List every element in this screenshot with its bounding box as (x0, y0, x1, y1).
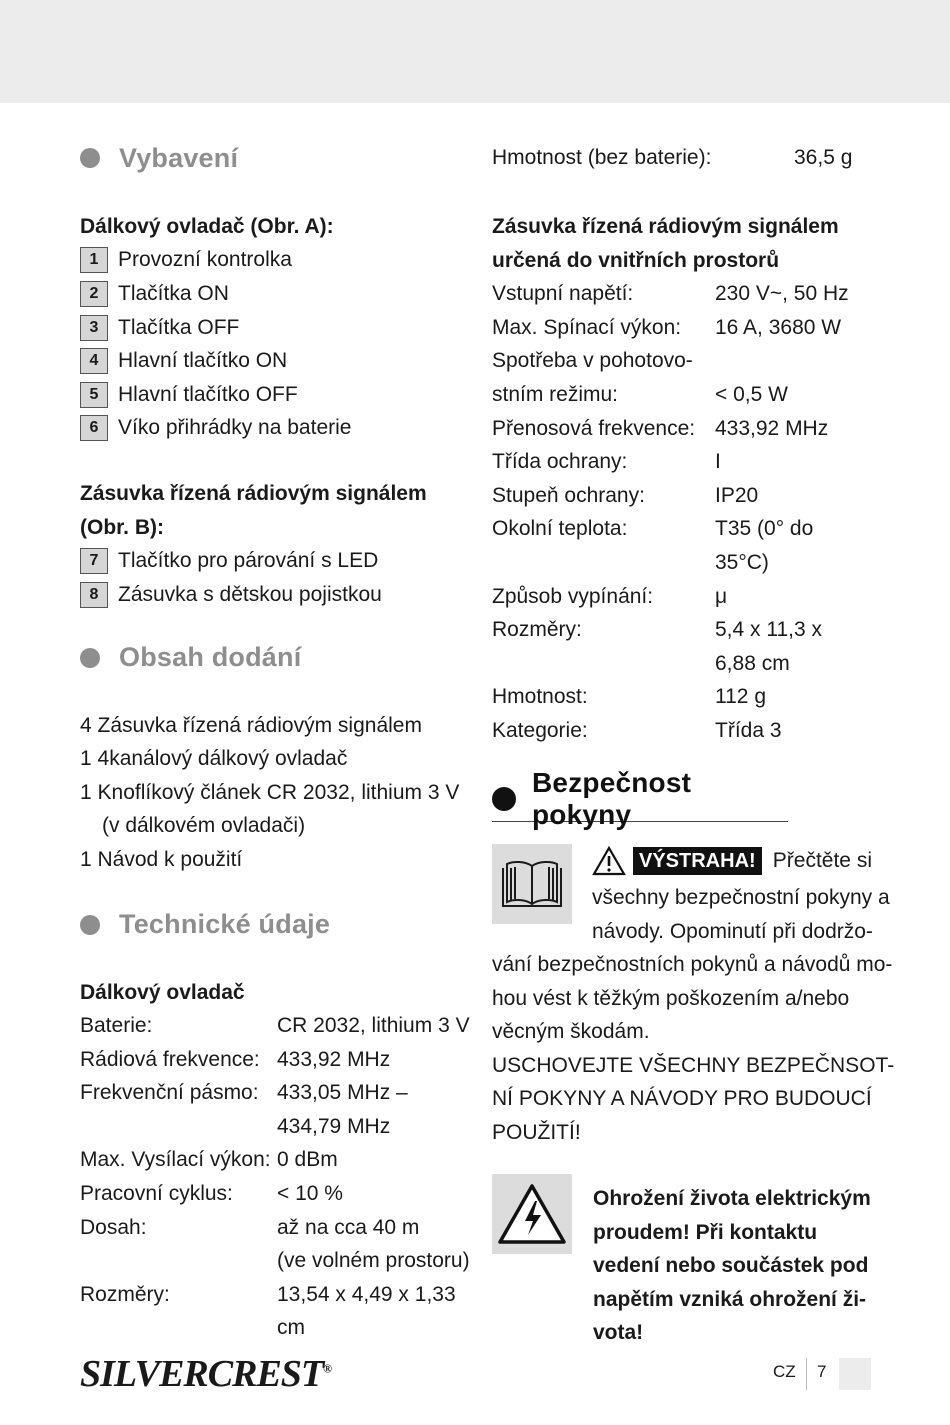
danger-text: vedení nebo součástek pod (593, 1254, 869, 1278)
spec-value: 13,54 x 4,49 x 1,33 (277, 1282, 456, 1306)
spec-row (492, 412, 872, 446)
part-number-badge: 3 (80, 315, 108, 341)
spec-key: Baterie: (80, 1014, 153, 1038)
part-label: Hlavní tlačítko OFF (118, 382, 298, 406)
page-number: 7 (817, 1362, 827, 1381)
spec-row (492, 546, 872, 580)
spec-key: Max. Spínací výkon: (492, 315, 682, 339)
socket-parts-list (80, 544, 465, 611)
danger-text: proudem! Při kontaktu (593, 1220, 818, 1244)
contents-line: (v dálkovém ovladači) (102, 814, 306, 838)
page-tab (839, 1358, 871, 1390)
warning-text: vání bezpečnostních pokynů a návodů mo- (492, 953, 893, 976)
keep-text: USCHOVEJTE VŠECHNY BEZPEČNSOT- (492, 1053, 895, 1077)
spec-row (80, 1143, 465, 1177)
spec-value: (ve volném prostoru) (277, 1249, 470, 1273)
spec-key: stním režimu: (492, 382, 619, 406)
spec-key (80, 1311, 277, 1345)
part-label: Víko přihrádky na baterie (118, 416, 352, 440)
bullet-icon (492, 787, 516, 811)
spec-key: Pracovní cyklus: (80, 1182, 233, 1206)
section-title: Vybavení (119, 142, 239, 173)
warning-text: Přečtěte si (772, 849, 872, 872)
parts-list-item (80, 277, 465, 311)
electric-shock-icon (492, 1174, 572, 1254)
parts-list-item (80, 578, 465, 612)
spec-key: Rozměry: (80, 1282, 170, 1306)
part-number-badge: 8 (80, 582, 108, 608)
spec-row (492, 680, 872, 714)
spec-row (80, 1076, 465, 1110)
spec-value: 5,4 x 11,3 x (715, 618, 823, 642)
spec-key (80, 1110, 277, 1144)
spec-value: 0 dBm (277, 1148, 338, 1172)
brand-logo: SILVERCREST® (80, 1353, 332, 1395)
spec-row (492, 613, 872, 647)
section-heading-equipment (80, 138, 465, 178)
spec-row (492, 714, 872, 748)
bullet-icon (80, 148, 100, 168)
spec-row (80, 1110, 465, 1144)
part-label: Tlačítka OFF (118, 315, 240, 339)
parts-list-item (80, 544, 465, 578)
spec-value: 36,5 g (794, 146, 853, 169)
parts-list-item (80, 378, 465, 412)
spec-row (492, 512, 872, 546)
danger-text: vota! (593, 1321, 644, 1345)
part-label: Provozní kontrolka (118, 248, 292, 272)
page-divider (806, 1358, 807, 1390)
spec-key: Kategorie: (492, 718, 588, 742)
warning-triangle-icon (592, 846, 626, 876)
spec-value: 35°C) (715, 550, 769, 574)
spec-key: Spotřeba v pohotovo- (492, 349, 693, 373)
socket-heading: Zásuvka řízená rádiovým signálem (80, 482, 427, 506)
tech-remote-heading: Dálkový ovladač (80, 980, 245, 1004)
parts-list-item (80, 244, 465, 278)
tech-socket-table (492, 277, 872, 747)
spec-row (80, 1211, 465, 1245)
warning-text: všechny bezpečnostní pokyny a (592, 886, 890, 909)
parts-list-item (80, 412, 465, 446)
spec-key (492, 647, 715, 681)
spec-value: 230 V~, 50 Hz (715, 282, 849, 306)
spec-row (492, 378, 872, 412)
spec-value: až na cca 40 m (277, 1215, 420, 1239)
spec-row (492, 445, 872, 479)
keep-text: NÍ POKYNY A NÁVODY PRO BUDOUCÍ (492, 1087, 872, 1111)
spec-key (492, 546, 715, 580)
left-column (80, 138, 470, 1345)
socket-heading-cont: (Obr. B): (80, 515, 164, 539)
brand-name: SILVERCREST (80, 1353, 324, 1395)
bullet-icon (80, 915, 100, 935)
part-number-badge: 5 (80, 382, 108, 408)
spec-key: Rozměry: (492, 618, 582, 642)
spec-key: Vstupní napětí: (492, 282, 634, 306)
contents-line: 1 4kanálový dálkový ovladač (80, 747, 348, 771)
tech-socket-heading: Zásuvka řízená rádiovým signálem (492, 215, 839, 238)
spec-key: Dosah: (80, 1215, 147, 1239)
part-number-badge: 4 (80, 348, 108, 374)
section-heading-tech (80, 905, 465, 945)
section-title: Technické údaje (119, 909, 331, 939)
spec-key: Hmotnost: (492, 685, 588, 709)
danger-text-block (593, 1182, 872, 1350)
warning-text-block-2 (492, 948, 895, 1150)
contents-line: 1 Návod k použití (80, 847, 243, 871)
spec-key: Frekvenční pásmo: (80, 1081, 259, 1105)
warning-text-block (592, 881, 890, 948)
contents-line: 1 Knoflíkový článek CR 2032, lithium 3 V (80, 780, 460, 804)
spec-value: I (715, 450, 721, 474)
spec-value: 433,05 MHz – (277, 1081, 408, 1105)
tech-socket-heading-cont: určená do vnitřních prostorů (492, 248, 780, 272)
warning-text: hou vést k těžkým poškozením a/nebo (492, 986, 850, 1010)
warning-text: věcným škodám. (492, 1020, 650, 1044)
spec-row (492, 479, 872, 513)
manual-book-icon (492, 844, 572, 924)
right-column (492, 138, 872, 830)
spec-value: Třída 3 (715, 718, 782, 742)
danger-text: Ohrožení života elektrickým (593, 1187, 871, 1210)
part-label: Zásuvka s dětskou pojistkou (118, 582, 382, 606)
parts-list-item (80, 344, 465, 378)
spec-key: Způsob vypínání: (492, 584, 654, 608)
warning-badge: VÝSTRAHA! (633, 847, 762, 875)
part-label: Hlavní tlačítko ON (118, 349, 288, 373)
top-band (0, 0, 950, 103)
spec-row (80, 1043, 465, 1077)
spec-value: < 10 % (277, 1182, 343, 1206)
part-number-badge: 2 (80, 281, 108, 307)
spec-value: 433,92 MHz (277, 1047, 391, 1071)
spec-value: CR 2032, lithium 3 V (277, 1014, 470, 1038)
spec-row (492, 647, 872, 681)
spec-value: < 0,5 W (715, 382, 788, 406)
spec-row (492, 344, 872, 378)
part-label: Tlačítka ON (118, 281, 229, 305)
section-heading-safety (492, 767, 788, 830)
spec-key: Stupeň ochrany: (492, 483, 645, 507)
spec-value: 112 g (715, 685, 766, 709)
spec-value: 6,88 cm (715, 651, 790, 675)
section-title: Obsah dodání (119, 642, 302, 673)
spec-value: cm (277, 1316, 305, 1340)
warning-line (592, 844, 872, 878)
keep-text: POUŽITÍ! (492, 1120, 581, 1144)
spec-row (80, 1009, 470, 1043)
danger-text: napětím vzniká ohrožení ži- (593, 1287, 867, 1311)
weight-row (492, 138, 872, 178)
spec-key: Max. Vysílací výkon: (80, 1148, 271, 1172)
spec-key: Třída ochrany: (492, 450, 628, 474)
spec-value: T35 (0° do (715, 517, 814, 541)
spec-key: Rádiová frekvence: (80, 1047, 260, 1071)
spec-key: Okolní teplota: (492, 517, 628, 541)
parts-list-item (80, 311, 465, 345)
spec-row (80, 1278, 465, 1312)
part-number-badge: 6 (80, 415, 108, 441)
spec-value: IP20 (715, 483, 759, 507)
section-heading-contents (80, 638, 465, 678)
spec-key: Hmotnost (bez baterie): (492, 146, 712, 169)
remote-heading: Dálkový ovladač (Obr. A): (80, 215, 334, 238)
spec-row (492, 311, 872, 345)
spec-row (80, 1244, 470, 1278)
part-number-badge: 1 (80, 247, 108, 273)
section-title: Bezpečnost pokyny (532, 767, 692, 830)
spec-row (80, 1177, 465, 1211)
spec-key (80, 1244, 277, 1278)
spec-row (492, 580, 872, 614)
warning-text: návody. Opominutí při dodržo- (592, 919, 873, 943)
bullet-icon (80, 648, 100, 668)
tech-remote-table (80, 1009, 470, 1345)
part-label: Tlačítko pro párování s LED (118, 549, 379, 573)
language-code: CZ (773, 1362, 796, 1381)
contents-line: 4 Zásuvka řízená rádiovým signálem (80, 713, 422, 737)
part-number-badge: 7 (80, 548, 108, 574)
spec-value: 434,79 MHz (277, 1114, 391, 1138)
remote-parts-list (80, 244, 465, 446)
spec-row (80, 1311, 465, 1345)
spec-value: μ (715, 584, 728, 608)
spec-row (492, 277, 872, 311)
spec-key: Přenosová frekvence: (492, 416, 696, 440)
spec-value: 433,92 MHz (715, 416, 829, 440)
spec-value: 16 A, 3680 W (715, 315, 842, 339)
